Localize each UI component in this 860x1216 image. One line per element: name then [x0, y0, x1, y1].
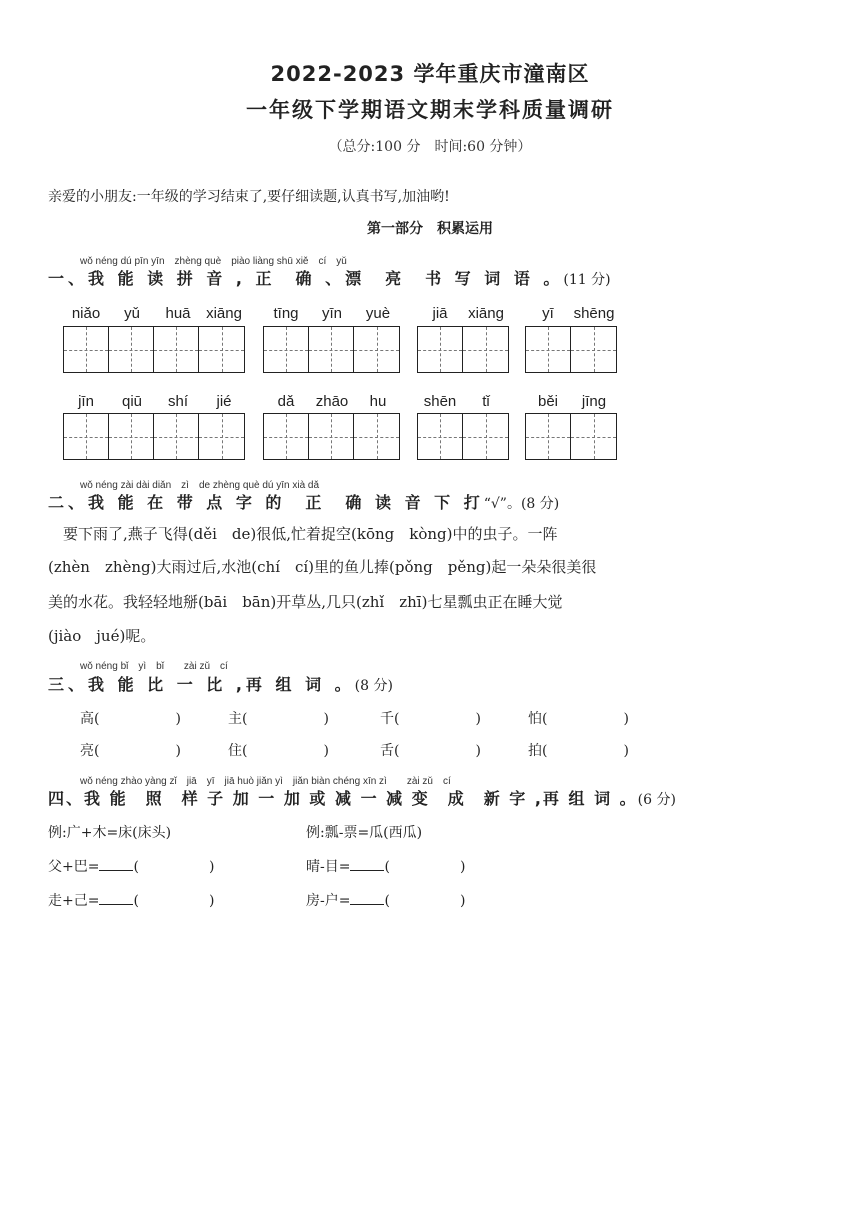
paren-open: ( [384, 893, 390, 909]
compare-item [228, 708, 329, 728]
q1-title [48, 266, 611, 289]
writing-cell[interactable] [571, 414, 616, 459]
compare-item [528, 708, 629, 728]
q4-item-2 [306, 856, 465, 876]
pinyin-label: shí [167, 393, 188, 410]
paren-close: ) [175, 743, 181, 759]
q4-title-text: 四、我 能 照 样 子 加 一 加 或 减 一 减 变 成 新 字 ,再 组 词 。 [48, 789, 638, 808]
compare-item [80, 708, 181, 728]
q4-item-1-expr: 父+巴= [48, 859, 100, 875]
pinyin-label: zhāo [315, 393, 349, 410]
pinyin-label: hu [369, 393, 387, 410]
writing-grid [525, 413, 617, 460]
q2-pinyin: wǒ néng zài dài diǎn zì de zhèng què dú yīn xià dǎ [80, 480, 320, 491]
writing-cell[interactable] [264, 414, 309, 459]
pinyin-label: yī [542, 305, 554, 322]
q2-checkmark: “√”。 [483, 496, 521, 512]
q2-line-3: 美的水花。我轻轻地掰(bāi bān)开草丛,几只(zhǐ zhī)七星瓢虫正在睡大觉 [48, 593, 563, 611]
writing-grid [63, 326, 245, 373]
paren-close: ) [459, 859, 466, 875]
writing-cell[interactable] [463, 414, 508, 459]
q4-pinyin: wǒ néng zhào yàng zǐ jiā yī jiā huò jiǎn yì jiǎn biàn chéng xīn zì zài zǔ cí [80, 776, 451, 787]
paren-open: ( [133, 859, 139, 875]
greeting-text: 亲爱的小朋友:一年级的学习结束了,要仔细读题,认真书写,加油哟! [48, 189, 450, 205]
compare-char: 舌( [380, 743, 400, 759]
title-line-2: 一年级下学期语文期末学科质量调研 [246, 98, 614, 122]
paren-close: ) [323, 711, 329, 727]
pinyin-label: xiāng [468, 305, 504, 322]
answer-blank[interactable] [99, 890, 133, 905]
writing-grid [417, 413, 509, 460]
q2-title-text: 二、我 能 在 带 点 字 的 正 确 读 音 下 打 [48, 493, 484, 512]
writing-grid [63, 413, 245, 460]
q3-score: (8 分) [354, 678, 393, 694]
compare-item [528, 740, 629, 760]
writing-cell[interactable] [154, 327, 199, 372]
compare-item [80, 740, 181, 760]
compare-char: 亮( [80, 743, 100, 759]
pinyin-label: jiā [432, 305, 448, 322]
q4-item-3 [48, 890, 214, 910]
writing-cell[interactable] [154, 414, 199, 459]
compare-char: 高( [80, 711, 100, 727]
q1-score: (11 分) [563, 272, 611, 288]
q4-item-3-expr: 走+己= [48, 893, 100, 909]
writing-grid [263, 413, 400, 460]
title-line-1: 2022-2023 学年重庆市潼南区 [270, 62, 590, 86]
pinyin-label: tīng [273, 305, 299, 322]
answer-blank[interactable] [99, 856, 133, 871]
compare-char: 怕( [528, 711, 548, 727]
compare-item [380, 740, 481, 760]
answer-blank[interactable] [350, 856, 384, 871]
pinyin-label: yuè [365, 305, 391, 322]
pinyin-label: jīn [78, 393, 94, 410]
paren-close: ) [208, 859, 215, 875]
writing-cell[interactable] [571, 327, 616, 372]
writing-cell[interactable] [309, 327, 354, 372]
compare-char: 住( [228, 743, 248, 759]
answer-blank[interactable] [350, 890, 384, 905]
q1-title-text: 一、我 能 读 拼 音 , 正 确 、漂 亮 书 写 词 语 。 [48, 269, 564, 288]
compare-item [228, 740, 329, 760]
writing-cell[interactable] [64, 327, 109, 372]
pinyin-label: niǎo [71, 305, 101, 322]
part-one-title: 第一部分 积累运用 [367, 221, 493, 237]
writing-cell[interactable] [199, 327, 244, 372]
q2-line-1: 要下雨了,燕子飞得(děi de)很低,忙着捉空(kōng kòng)中的虫子。一阵 [48, 525, 558, 543]
writing-cell[interactable] [264, 327, 309, 372]
q3-title [48, 672, 393, 695]
writing-cell[interactable] [109, 414, 154, 459]
pinyin-label: xiāng [206, 305, 242, 322]
compare-char: 主( [228, 711, 248, 727]
q4-example-right: 例:瓢-票=瓜(西瓜) [306, 825, 423, 841]
paren-close: ) [475, 743, 481, 759]
pinyin-label: shēng [573, 305, 615, 322]
writing-grid [417, 326, 509, 373]
paren-close: ) [623, 711, 629, 727]
paren-open: ( [384, 859, 390, 875]
writing-cell[interactable] [418, 414, 463, 459]
q2-line-2: (zhèn zhèng)大雨过后,水池(chí cí)里的鱼儿捧(pǒng pěng)起一朵朵很美很 [48, 558, 597, 576]
q4-item-1 [48, 856, 214, 876]
paren-close: ) [459, 893, 466, 909]
compare-char: 千( [380, 711, 400, 727]
q4-title [48, 786, 676, 809]
pinyin-label: dǎ [277, 393, 295, 410]
writing-cell[interactable] [418, 327, 463, 372]
writing-cell[interactable] [354, 414, 399, 459]
q2-line-4: (jiào jué)呢。 [48, 627, 156, 645]
paren-close: ) [623, 743, 629, 759]
pinyin-label: tǐ [482, 393, 490, 410]
pinyin-label: yīn [321, 305, 342, 322]
pinyin-label: jīng [581, 393, 607, 410]
compare-item [380, 708, 481, 728]
writing-cell[interactable] [199, 414, 244, 459]
writing-cell[interactable] [309, 414, 354, 459]
q2-title [48, 490, 559, 513]
writing-cell[interactable] [64, 414, 109, 459]
q4-example-left: 例:广+木=床(床头) [48, 825, 172, 841]
pinyin-label: huā [165, 305, 191, 322]
writing-grid [263, 326, 400, 373]
pinyin-label: qiū [121, 393, 143, 410]
exam-info: （总分:100 分 时间:60 分钟） [328, 139, 532, 155]
q2-score: (8 分) [520, 496, 560, 512]
paren-close: ) [175, 711, 181, 727]
writing-cell[interactable] [109, 327, 154, 372]
compare-char: 拍( [528, 743, 548, 759]
writing-cell[interactable] [526, 327, 571, 372]
writing-cell[interactable] [463, 327, 508, 372]
q3-pinyin: wǒ néng bǐ yì bǐ zài zǔ cí [80, 661, 228, 672]
q4-item-4 [306, 890, 465, 910]
q1-pinyin: wǒ néng dú pīn yīn zhèng què piào liàng shū xiě cí yǔ [80, 256, 347, 267]
writing-grid [525, 326, 617, 373]
writing-cell[interactable] [354, 327, 399, 372]
pinyin-label: jié [216, 393, 232, 410]
q4-score: (6 分) [637, 792, 676, 808]
paren-close: ) [475, 711, 481, 727]
q4-item-2-expr: 晴-目= [306, 859, 351, 875]
paren-close: ) [208, 893, 215, 909]
q4-item-4-expr: 房-户= [306, 893, 351, 909]
pinyin-label: yǔ [124, 305, 140, 322]
paren-open: ( [133, 893, 139, 909]
writing-cell[interactable] [526, 414, 571, 459]
pinyin-label: shēn [423, 393, 457, 410]
q3-title-text: 三、我 能 比 一 比 ,再 组 词 。 [48, 675, 355, 694]
pinyin-label: běi [537, 393, 559, 410]
paren-close: ) [323, 743, 329, 759]
